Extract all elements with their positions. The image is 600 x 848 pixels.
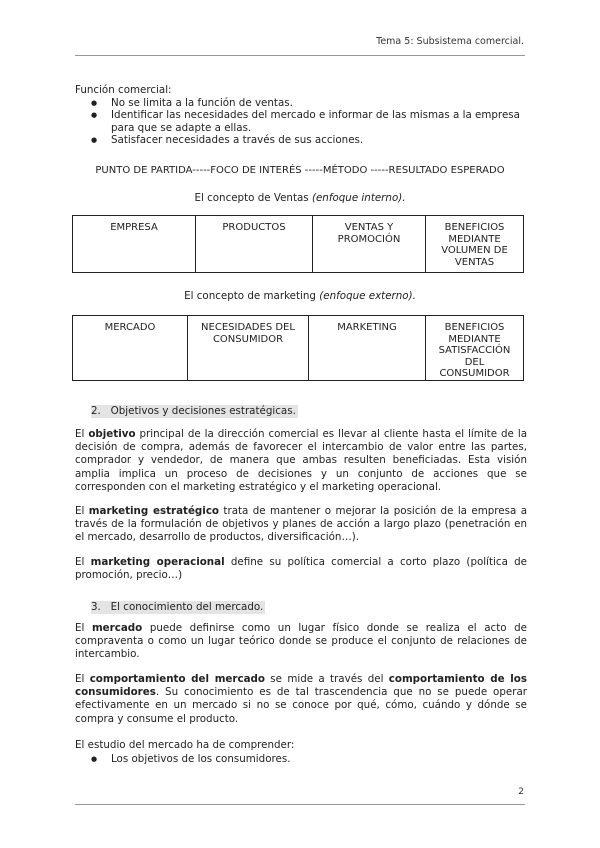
bold-term: comportamiento de los consumidores (75, 673, 527, 699)
bold-term: marketing estratégico (88, 505, 220, 517)
paragraph-objetivo (75, 428, 527, 494)
text: El (75, 673, 90, 685)
section-title: Objetivos y decisiones estratégicas. (110, 405, 296, 417)
paragraph-marketing-operacional (75, 556, 527, 582)
table-cell: NECESIDADES DEL CONSUMIDOR (188, 316, 309, 381)
bold-term: marketing operacional (90, 556, 225, 568)
footer-rule (75, 804, 525, 805)
table-cell: EMPRESA (73, 216, 196, 273)
paragraph-marketing-estrategico (75, 505, 527, 545)
section-3-bullet-list (75, 753, 527, 765)
sales-concept-table (72, 215, 524, 273)
text: trata de mantener o mejorar la posición de la empresa a través de la formulación de objetivos y planes de acción a largo plazo (penetración en el mercado, desarrollo de productos, diversificación…). (75, 505, 528, 544)
text: El (75, 505, 89, 517)
paragraph-comportamiento (75, 673, 527, 726)
text: principal de la dirección comercial es llevar al cliente hasta el límite de la decisión de compra, además de favorecer el intercambio de valor entre las partes, comprador y vendedor, de manera que ambas resulten beneficiadas. Esta visión amplia implica un proceso de decisiones y un conjunto de acciones que se corresponden con el marketing estratégico y el marketing operacional. (75, 428, 528, 493)
text: El (75, 622, 92, 634)
intro-bullet-list (75, 97, 527, 146)
text: El (75, 556, 91, 568)
text: se mide a través del (264, 673, 389, 685)
caption-text: El concepto de marketing (184, 290, 316, 302)
list-item: ● No se limita a la función de ventas. (75, 97, 527, 109)
sales-concept-caption (75, 192, 525, 204)
text: El (75, 428, 89, 440)
table-row (73, 316, 524, 381)
paragraph-estudio: El estudio del mercado ha de comprender: (75, 739, 295, 751)
text: define su política comercial a corto plazo (política de promoción, precio…) (75, 556, 527, 582)
paragraph-mercado (75, 622, 527, 662)
bold-term: objetivo (88, 428, 136, 440)
section-number: 2. (91, 405, 101, 417)
page-number: 2 (518, 787, 524, 797)
list-item: ● Identificar las necesidades del mercado e informar de las mismas a la empresa para que se adapte a ellas. (75, 109, 527, 134)
text: puede definirse como un lugar físico donde se realiza el acto de compraventa o como un lugar teórico donde se produce el conjunto de relaciones de intercambio. (75, 622, 527, 661)
header-rule (75, 55, 525, 56)
section-3-heading (91, 601, 265, 614)
text: . Su conocimiento es de tal trascendencia que no se puede operar efectivamente en un mercado si no se conoce por qué, cómo, cuándo y dónde se compra y consume el producto. (75, 686, 527, 725)
bold-term: comportamiento del mercado (89, 673, 265, 685)
table-row (73, 216, 524, 273)
section-title: El conocimiento del mercado. (110, 601, 264, 613)
table-cell: PRODUCTOS (196, 216, 313, 273)
table-cell: BENEFICIOS MEDIANTE VOLUMEN DE VENTAS (426, 216, 524, 273)
table-cell: MARKETING (309, 316, 426, 381)
list-item: ● Los objetivos de los consumidores. (75, 753, 527, 765)
table-cell: MERCADO (73, 316, 188, 381)
caption-text: El concepto de Ventas (194, 192, 309, 204)
bold-term: mercado (91, 622, 143, 634)
intro-heading: Función comercial: (75, 84, 172, 96)
caption-italic: (enfoque interno). (311, 192, 406, 204)
header-title: Tema 5: Subsistema comercial. (376, 36, 524, 47)
section-number: 3. (91, 601, 101, 613)
caption-italic: (enfoque externo). (319, 290, 416, 302)
sequence-line: PUNTO DE PARTIDA-----FOCO DE INTERÉS -----MÉTODO -----RESULTADO ESPERADO (95, 165, 505, 176)
marketing-concept-caption (75, 290, 525, 302)
table-cell: VENTAS Y PROMOCIÓN (313, 216, 426, 273)
list-item: ● Satisfacer necesidades a través de sus acciones. (75, 134, 527, 146)
table-cell: BENEFICIOS MEDIANTE SATISFACCIÓN DEL CONSUMIDOR (426, 316, 524, 381)
marketing-concept-table (72, 315, 524, 381)
section-2-heading (91, 405, 298, 418)
